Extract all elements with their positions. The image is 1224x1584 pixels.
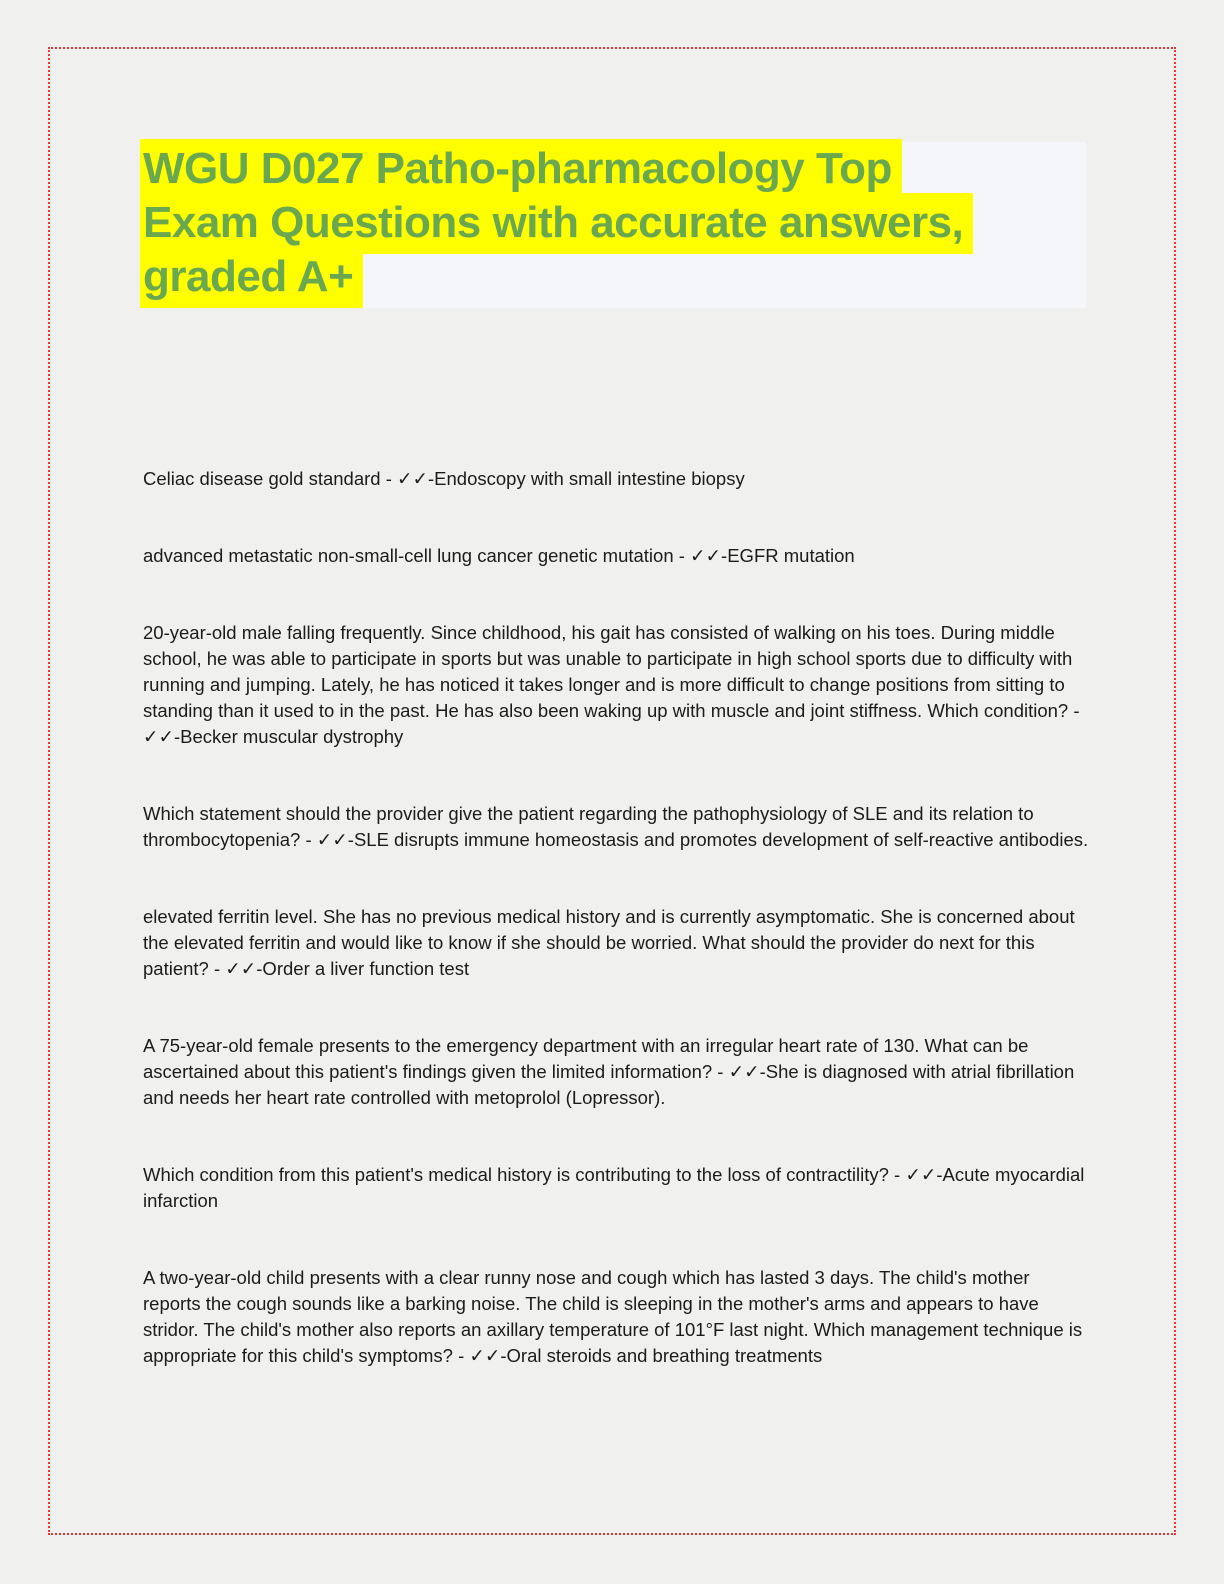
title-line-1 xyxy=(140,142,1086,196)
qa-item: A 75-year-old female presents to the emergency department with an irregular heart rate of 130. What can be ascertained about this patient's findings given the limited information? - ✓✓-She is diagnosed with atrial fibrillation and needs her heart rate controlled with metoprolol (Lopressor). xyxy=(143,1035,1075,1108)
qa-item: advanced metastatic non-small-cell lung cancer genetic mutation - ✓✓-EGFR mutation xyxy=(143,545,855,566)
qa-item: Celiac disease gold standard - ✓✓-Endoscopy with small intestine biopsy xyxy=(143,468,745,489)
title-highlight: graded A+ xyxy=(140,247,363,308)
qa-content xyxy=(143,466,1091,1420)
title-highlight: WGU D027 Patho-pharmacology Top xyxy=(140,139,902,200)
document-title-block xyxy=(140,142,1086,308)
qa-item: Which statement should the provider give the patient regarding the pathophysiology of SLE and its relation to thrombocytopenia? - ✓✓-SLE disrupts immune homeostasis and promotes development of self-reactive antibodies. xyxy=(143,803,1089,850)
title-highlight: Exam Questions with accurate answers, xyxy=(140,193,973,254)
qa-item: Which condition from this patient's medical history is contributing to the loss of contractility? - ✓✓-Acute myocardial infarction xyxy=(143,1164,1085,1211)
qa-item: A two-year-old child presents with a clear runny nose and cough which has lasted 3 days. The child's mother reports the cough sounds like a barking noise. The child is sleeping in the mother's arms and appears to have stridor. The child's mother also reports an axillary temperature of 101°F last night. Which management technique is appropriate for this child's symptoms? - ✓✓-Oral steroids and breathing treatments xyxy=(143,1267,1083,1366)
title-line-3 xyxy=(140,250,1086,304)
page-title xyxy=(140,142,1086,304)
qa-item: elevated ferritin level. She has no previous medical history and is currently asymptomatic. She is concerned about the elevated ferritin and would like to know if she should be worried. What should the provider do next for this patient? - ✓✓-Order a liver function test xyxy=(143,906,1075,979)
title-line-2 xyxy=(140,196,1086,250)
qa-item: 20-year-old male falling frequently. Since childhood, his gait has consisted of walking on his toes. During middle school, he was able to participate in sports but was unable to participate in high school sports due to difficulty with running and jumping. Lately, he has noticed it takes longer and is more difficult to change positions from sitting to standing than it used to in the past. He has also been waking up with muscle and joint stiffness. Which condition? - ✓✓-Becker muscular dystrophy xyxy=(143,622,1080,747)
